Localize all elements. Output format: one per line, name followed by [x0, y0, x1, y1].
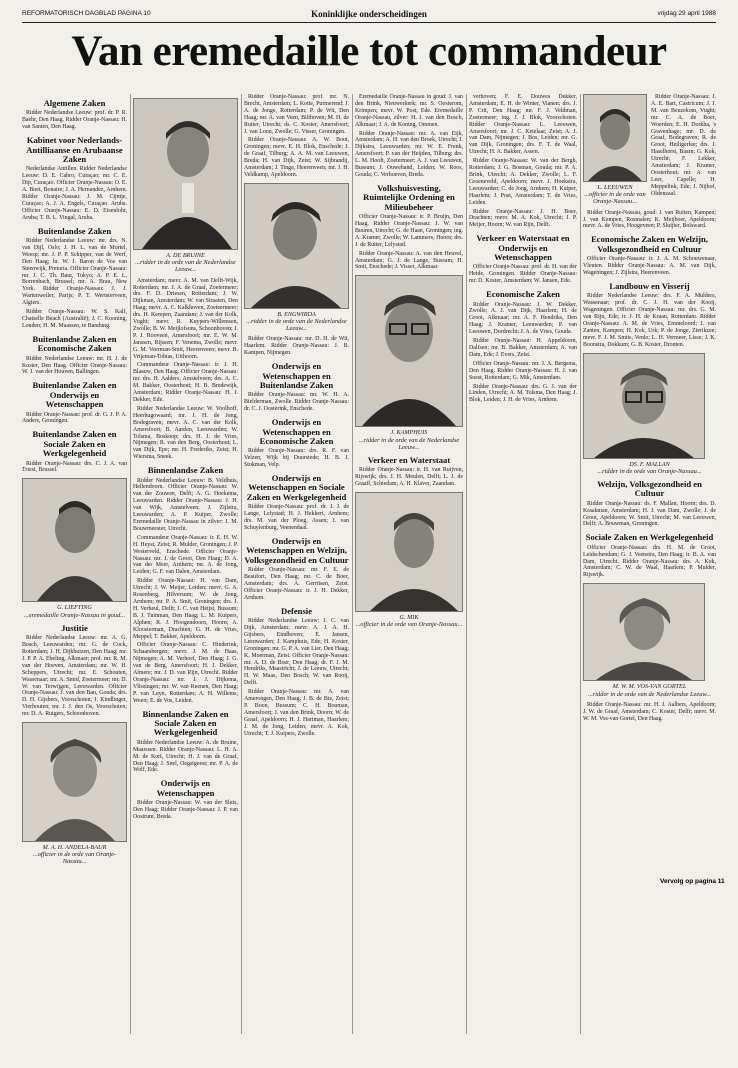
article-text: Ridder Oranje-Nassau: W. van der Bergh, Rotterdam; J. G. Bosman, Gouda; mr. P. A. Brink, Utrecht; A. Dekker, Zwolle; L. F. Groeneveld, Apeldoorn; mevr. J. Hoekstra, Leeuwarden; C. de Jong, Arnhem; H. Kuiper, Haarlem; J. Post, Amsterdam; T. de Vries, Leiden.: [469, 158, 577, 206]
article-text: Officier Oranje-Nassau: ir. P. Bruijn, Den Haag. Ridder Oranje-Nassau: J. W. van Buuren, Utrecht; G. de Haan, Groningen; ing. A. Kramer, Zwolle; W. Lammers, Hoorn; drs. J. de Ruiter, Lelystad.: [355, 214, 463, 248]
column-rule: [580, 94, 581, 1034]
section-heading: Onderwijs en Wetenschappen en Buitenlandse Zaken: [259, 361, 334, 391]
portrait-photo: [583, 94, 647, 182]
caption-name: J. KAMPHUIS: [390, 429, 428, 437]
portrait-photo: [355, 275, 463, 427]
article-text: Ridder Nederlandse Leeuw: W. Voolhoff, Heerhugowaard; mr. J. H. de Jong, Bodegraven; mevr. A. C. van der Kolk, Amersfoort; B. Aarden, Leeuwarden; W. Tolsma, Boskoop; drs. H. J. de Vries, Nijmegen; R. van den Berg, Oosterhout; L. van Dijk, Epe; mr. H. Frederiks, Zeist; H. Wiersma, Sneek.: [133, 405, 238, 461]
photo-caption: [355, 614, 463, 628]
continued-note: Vervolg op pagina 11: [660, 878, 725, 885]
section-heading: Buitenlandse Zaken en Onderwijs en Wetenschappen: [32, 380, 117, 410]
caption-name: G. MIK: [399, 614, 419, 622]
article-text: Officier Oranje-Nassau: drs. H. M. de Groot, Leidschendam; G. J. Veenstra, Den Haag; ir. B. A. van Dam, Utrecht. Ridder Oranje-Nassau: drs. A. Kok, Amsterdam; C. W. de Waal, Haarlem; P. Mulder, Rijswijk.: [583, 544, 716, 579]
masthead-section-title: Koninklijke onderscheidingen: [311, 9, 427, 19]
column-6: [583, 94, 716, 1034]
article-text: Ridder Oranje-Nassau: H. van Dam, Utrecht; J. W. Meijer, Leiden; mevr. G. A. Rosenberg, Hilversum; W. de Jong, Arnhem; mr. P. A. Smit, Groningen; drs. J. H. Verheul, Delft; J. C. van Heijst, Bussum; B. J. Tuinman, Den Haag; L. M. Kuipers, Alphen; R. J. Hoogendoorn, Hoorn; A. Kloosterman, Drachten; G. H. de Vries, Meppel; T. Bakker, Apeldoorn.: [133, 578, 238, 640]
article-text: Ridder Oranje-Nassau: ir. H. van Ruijven, Rijswijk; drs. J. H. Meulen, Delft; L. J. de Graaff, Schiedam; A. H. Klaver, Zaandam.: [355, 467, 463, 488]
article-text: Ridder Nederlandse Leeuw: drs. F. A. Mulders, Wassenaar; prof. dr. C. J. H. van der Kooij, Wageningen. Officier Oranje-Nassau: mr. drs. G. M. van Rijn, Ede; ir. J. H. de Kraan, Rotterdam. Ridder Oranje-Nassau: A. M. de Vries, Emmeloord; J. van Zanten, Kampen; H. Kok, Urk; P. de Jonge, Zierikzee; mevr. F. J. M. Smits, Venlo; L. H. Vermeer, Lisse; J. K. Boonstra, Dokkum; G. B. Koster, Dronten.: [583, 293, 716, 348]
article-text: Officier Oranje-Nassau: prof. dr. H. van der Heide, Groningen. Ridder Oranje-Nassau: mr. D. Koster, Amsterdam; W. Jansen, Ede.: [469, 264, 577, 285]
section-heading: Sociale Zaken en Werkgelegenheid: [585, 532, 714, 543]
caption-text: ...officier in de orde van Oranje-Nassau...: [355, 621, 463, 629]
section-heading: Justitie: [61, 622, 88, 633]
article-text: Ridder Oranje-Nassau: J. W. Dekker, Zwolle; A. J. van Dijk, Haarlem; H. de Groot, Alkmaar; mr. A. F. Hendriks, Den Haag; J. Kramer, Leeuwarden; P. van Leeuwen, Dordrecht; J. A. de Vries, Gouda.: [469, 301, 577, 336]
article-text: Officier Oranje-Nassau: mr. J. A. Bergsma, Den Haag. Ridder Oranje-Nassau: H. J. van Soest, Rotterdam; G. Mik, Amsterdam.: [469, 360, 577, 381]
article-text: Ridder Nederlandse Leeuw: mr. H. J. de Koster, Den Haag. Officier Oranje-Nassau: W. J. van der Houven, Ballingen.: [22, 355, 127, 376]
caption-text: ...officier in de orde van Oranje-Nassau...: [584, 191, 646, 206]
caption-name: DS. F. MALLAN: [629, 460, 670, 468]
article-text: Ridder Oranje-Nassau: W. S. Kalf, Chatselle Beach (Australië); J. C. Kooning, Londen; H. M. Maassen, te Bandung.: [22, 309, 127, 329]
article-text: Officier Oranje-Nassau: C. Hinderink, Schaarsbergen; mevr. J. M. de Haas, Nijmegen; A. M. Verhoef, Den Haag; J. G. van de Berg, Amersfoort; H. J. Dekker, Almere; mr. J. D. van Rijn, Utrecht. Ridder Oranje-Nassau: mr. J. J. Dijkema, Vlissingen; mr. W. van Reenen, Den Haag; P. van Luyn, Rotterdam; A. H. Willems, Weert; E. de Vos, Leiden.: [133, 642, 238, 704]
article-text: Ridder Oranje-Nassau: mr. F. E. de Beaufort, Den Haag; mr. C. de Boer, Amsterdam; drs. A. Gerritsen, Zeist. Officier Oranje-Nassau: ir. J. H. Dekker, Arnhem.: [244, 567, 349, 601]
section-heading: Onderwijs en Wetenschappen en Economische Zaken: [259, 417, 334, 446]
article-text: Ridder Oranje-Nassau: ds. F. Mallan, Hoorn; drs. D. Kraakman, Amsterdam; H. J. van Dam, Zwolle; J. de Groot, Apeldoorn; W. Smit, Utrecht; M. van Leeuwen, Delft; A. Bouwman, Groningen.: [583, 500, 716, 528]
article-text: Ridder Oranje-Nassau: drs. R. F. van Velzen, Wijk bij Duurstede; H. B. J. Stokman, Velp.: [244, 448, 349, 469]
caption-name: M. A. H. ANDELA-BAUR: [42, 844, 107, 852]
masthead: [22, 8, 716, 23]
photo-caption: [355, 429, 463, 451]
section-heading: Binnenlandse Zaken: [147, 465, 224, 476]
caption-text: ...ridder in de orde van de Nederlandse Leeuw...: [246, 318, 347, 333]
section-heading: Binnenlandse Zaken en Sociale Zaken en Werkgelegenheid: [142, 708, 229, 738]
article-text: Commandeur Oranje-Nassau: ir. J. H. Blaauw, Den Haag. Officier Oranje-Nassau: mr. drs. H. Aalders, Amstelveen; drs. A. C. M. Bakker, Oosterhout; H. B. Bredewijk, Amsterdam; Ridder Oranje-Nassau: H. J. Dekker, Ede.: [133, 362, 238, 404]
article-text: Ridder Nederlandse Leeuw: prof. dr. P. R. Baehr, Den Haag. Ridder Oranje-Nassau: H. van Santen, Den Haag.: [22, 110, 127, 131]
article-text: Ridder Oranje-Nassau: mr. W. H. A. Bielderman, Zwolle. Ridder Oranje-Nassau: dr. C. J. Oosterink, Enschede.: [244, 392, 349, 413]
article-text: Ridder Nederlandse Leeuw: A. de Bruine, Maarssen. Ridder Oranje-Nassau: L. H. A. M. de Kort, Utrecht; H. J. van de Graaf, Den Haag; J. Snel, Oegstgeest; mr. P. A. de Wolf, Ede.: [133, 739, 238, 774]
article-text: Ridder Oranje-Nassau: drs. C. J. A. van Triest, Brussel.: [22, 460, 127, 474]
photo-caption: [583, 461, 716, 475]
column-3: [244, 94, 349, 1034]
article-text: Ridder Oranje-Nassau: H. Appeldoorn, Dalfsen; mr. B. Bakker, Amsterdam; A. van Dam, Ede; J. Evers, Zeist.: [469, 338, 577, 358]
article-text: Commandeur Oranje-Nassau: ir. E. H. W. H. Heyst, Zeist; R. Mulder, Groningen; J. P. Westerveld, Enschede. Officier Oranje-Nassau: mr. J. de Groot, Den Haag; D. A. van der Meer, Arnhem; mr. A. de Jong, Leiden; G. F. van Dalen, Amsterdam.: [133, 534, 238, 576]
section-heading: Onderwijs en Wetenschappen: [156, 778, 215, 798]
article-text: Ridder Oranje-Nassau: mr. A. van Eijk, Amsterdam; A. H. van den Broek, Utrecht; J. Dijkstra, Leeuwarden; mr. W. E. Frenk, Amersfoort; P. van der Heijden, Tilburg; drs. L. M. Hooft, Zoetermeer; A. J. van Leeuwen, Bussum; J. Ouwehand, Leiden; W. Roos, Gouda; C. Verhoeven, Breda.: [355, 130, 463, 178]
caption-name: L. LEEUWEN: [597, 184, 633, 191]
caption-name: M. W. M. VOS-VAN GORTEL: [612, 683, 687, 691]
article-text: Ridder Oranje-Nassau: A. W. Boot, Groningen; mevr. E. H. Blok, Enschede; J. de Graaf, Tilburg; A. A. M. van Leeuwen, Breda; H. van Dijk, Zeist; W. Sijbrandij, Amsterdam; J. Tinga, Heerenveen; mr. J. H. Veldkamp, Apeldoorn.: [244, 137, 349, 178]
caption-name: B. ENGWIRDA: [277, 310, 316, 318]
headline: Van eremedaille tot commandeur: [71, 28, 667, 75]
column-rule: [352, 94, 353, 1034]
photo-caption: [583, 184, 647, 206]
section-heading: Buitenlandse Zaken: [37, 225, 112, 236]
photo-block: [583, 94, 647, 210]
section-heading: Kabinet voor Nederlands-Antilliaanse en Arubaanse Zaken: [26, 135, 123, 164]
section-heading: Buitenlandse Zaken en Economische Zaken: [32, 333, 117, 354]
section-heading: Economische Zaken en Welzijn, Volksgezondheid en Cultuur: [591, 234, 708, 254]
article-text: Ridder Oranje-Nassau: mr. H. J. Aalbers, Apeldoorn; J. W. de Graaf, Amsterdam; C. Koster, Delft; mevr. M. W. M. Vos-van Gortel, Den Haag.: [583, 701, 716, 722]
masthead-date: vrijdag 29 april 1988: [657, 10, 716, 17]
caption-name: G. LIEFTING: [57, 604, 92, 612]
section-heading: Welzijn, Volksgezondheid en Cultuur: [597, 478, 702, 499]
portrait-photo: [22, 722, 127, 842]
article-text: Eremedaille Oranje-Nassau in goud: J. van den Brink, Nieuwerkerk; mr. S. Oosterom, Krimpen; mevr. W. Post, Ede. Eremedaille Oranje-Nassau, zilver: H. J. van den Bosch, Alkmaar; J. A. de Koning, Ommen.: [355, 94, 463, 128]
section-heading: Verkeer en Waterstaat: [367, 454, 451, 465]
portrait-photo: [583, 583, 705, 681]
section-heading: Volkshuisvesting, Ruimtelijke Ordening en Milieubeheer: [363, 182, 455, 212]
column-rule: [466, 94, 467, 1034]
photo-caption: [22, 604, 127, 618]
caption-text: ...ridder in de orde van de Nederlandse Leeuw...: [588, 690, 711, 698]
section-heading: Defensie: [280, 605, 313, 616]
portrait-photo: [244, 183, 349, 309]
article-text: Ridder Oranje-Nassau: J. H. Boer, Drachten; mevr. M. A. Kok, Utrecht; J. P. Meijer, Hoorn; W. van Rijn, Delft.: [469, 208, 577, 229]
portrait-photo: [355, 492, 463, 612]
section-heading: Algemene Zaken: [43, 98, 106, 108]
article-text: Amsterdam; mevr. A. M. van Delft-Wijk, Rotterdam; mr. J. A. de Graaf, Zoetermeer; drs. F. D. Driesen, Rotterdam; J. W. Dijkman, Amsterdam; W. van Straaten, Den Haag; mevr. A. C. Kalkhoven, Zoeteermeer; drs. H. Kempen, Zaandam; J. van der Kolk, Vught; mevr. R. Kuypers-Willemsen, Zwolle; B. W. Meijlofsons, Schoonhoven; J. P. J. Rooveen, Amersfoort; mr. E. W. M. Janssen, Rijssen; F. Venema, Zwolle; mevr. G. M. Veerman-Smit, Heerenveen; mevr. B. Vrijeman-Tobias, Uithoorn.: [133, 277, 238, 360]
article-text: Ridder Oranje-Nassau: prof. dr. G. J. P. A. Anders, Groningen.: [22, 411, 127, 425]
photo-caption: [583, 683, 716, 697]
masthead-paper-page: REFORMATORISCH DAGBLAD PAGINA 10: [22, 10, 151, 17]
section-heading: Landbouw en Visserij: [609, 280, 690, 291]
portrait-photo: [22, 478, 127, 602]
article-text: Ridder Oranje-Nassau: mr. A. van Amerongen, Den Haag; J. B. de Bie, Zeist; P. Boon, Bussum; C. H. Bouman, Amersfoort; J. van den Brink, Doorn; W. de Graaf, Apeldoorn; H. J. Hartman, Haarlem; J. M. de Jong, Leiden; mevr. A. Kok, Utrecht; T. J. Kuipers, Zwolle.: [244, 689, 349, 737]
photo-caption: [22, 844, 127, 866]
text-block: [651, 94, 716, 210]
section-heading: Onderwijs en Wetenschappen en Welzijn, Volksgezondheid en Cultuur: [244, 535, 349, 565]
caption-text: ...ridder in de orde van de Nederlandse Leeuw...: [135, 259, 236, 274]
article-text: Ridder Oranje-Nassau: prof. dr. J. J. de Lange, Lelystad; H. J. Hekkert, Arnhem; drs. M. van der Ploeg, Assen; J. van Schuylenburg, Veenendaal.: [244, 504, 349, 532]
column-5: [469, 94, 577, 1034]
article-text: verhoven; F. E. Douwes Dekker, Amsterdam; E. H. de Winter, Vianen; drs. J. P. Crit, Den Haag; mr. F. J. Veldman, Zoetermeer; ing. J. J. Blok, Voorschoten. Ridder Oranje-Nassau: L. Leeuwen, Amersfoort; mr. J. C. Ketelaar, Zeist; A. J. van Dam, Nijmegen; J. Bos, Leiden; mr. G. van Dijk, Groningen; drs. F. T. de Waal, Utrecht; H. A. Bakker, Assen.: [469, 94, 577, 156]
caption-text: ...eremedaille Oranje-Nassau in goud...: [23, 611, 126, 619]
caption-text: ...ridder in de orde van de Nederlandse Leeuw...: [358, 436, 460, 451]
column-1: [22, 94, 127, 1034]
column-6-top: [583, 94, 716, 210]
column-4: [355, 94, 463, 1034]
section-heading: Buitenlandse Zaken en Sociale Zaken en Werkgelegenheid: [32, 429, 117, 459]
caption-text: ...officier in de orde van Oranje-Nassau...: [32, 851, 117, 866]
article-text: Ridder Nederlandse Leeuw: mr. drs. N. van Dijl, Oslo; J. H. L. van de Mortel, Weesp; mr. J. P. P. Schipper, van de Werf, Den Haag; hr. W. J. Baron de Vos van Steenwijk, Pretoria. Officier Oranje-Nassau: mr. J. C. Th. Baur, Tokyo; A. P. E. L. Borrenbach, Brussel; mr. A. Brau, New York. Ridder Oranje-Nassau: J. J. Wartenweiler, Parijs; P. T. Wertsterveen, Algiers.: [22, 238, 127, 307]
column-rule: [241, 94, 242, 1034]
photo-caption: [244, 311, 349, 333]
caption-text: ...ridder in de orde van Oranje-Nassau...: [597, 467, 702, 475]
article-text: Ridder Oranje-Nassau: A. van den Heuvel, Amsterdam; G. J. de Lange, Bussum; H. Smit, Enschede; J. Visser, Alkmaar.: [355, 250, 463, 271]
portrait-photo: [583, 353, 705, 459]
column-rule: [130, 94, 131, 1034]
article-text: Ridder Oranje-Nassau: prof. mr. N. Brecht, Amsterdam; L. Kotte, Purmerend; J. A. de Jonge, Rotterdam; P. de Wit, Den Haag; mr. A. van Veen, Bilthoven; M. H. de Ruiter, Utrecht; ds. C. Koster, Amersfoort; J. van Loon, Zwolle; G. Visser, Groningen.: [244, 94, 349, 135]
article-text: Ridder Oranje-Nassau: J. A. E. Bart, Castricum; J. J. M. van Beuzekom, Vught; mr. C. A. de Boer, Woerden; E. H. Dorkha, 's Gravenhage; mr. D. de Graaf, Bodegraven; R. de Groot, Heiligerlee; drs. J. Haselhorst, Baarn; G. Kok, Utrecht; F. Lekker, Amsterdam; J. Kramer, Oosterhout; mr. A. van Leer, Capelle; H. Meppelink, Ede; J. Nijhof, Oldenzaal.: [651, 94, 716, 197]
section-heading: Onderwijs en Wetenschappen en Sociale Zaken en Werkgelegenheid: [246, 473, 347, 502]
caption-name: A. DE BRUINE: [166, 252, 205, 259]
article-text: Officier Oranje-Nassau: ir. J. A. M. Schouwenaar, Vleuten. Ridder Oranje-Nassau: A. M. van Dijk, Wageningen; J. Zijlstra, Heerenveen.: [583, 256, 716, 276]
section-heading: Verkeer en Waterstaat en Onderwijs en Wetenschappen: [476, 233, 570, 263]
article-text: Ridder Nederlandse Leeuw: mr. A. G. Bosch, Leeuwarden; mr. G. de Cock, Rotterdam; J. H. Dijkhuizen, Den Haag; mr. J. P. P. A. Ebeling, Alkmaar; prof. mr. R. M. van der Hoeven, Amsterdam; mr. W. H. Scheppers, Utrecht; mr. E. Schouten, Wassenaar; mr. A. Smid, Zoetermeer; mr. D. W. van Terwijgen, Leeuwarden. Officier Oranje-Nassau: J. van den Ban, Gouda; drs. D. H. Gijsbers, Voorschoten; J. Kindlinger, Vierhouten; mr. J. J. den Os, Voorschoten; mr. D. A. Rutgers, Schoonhoven.: [22, 635, 127, 718]
photo-caption: [133, 252, 238, 274]
article-text: Ridder Oranje-Nassau: mr. D. H. de Wit, Haarlem. Ridder Oranje-Nassau: J. B. Kampen, Nijmegen.: [244, 336, 349, 357]
article-text: Ridder Oranje-Nassau, goud: J. van Ruiten, Kampen; J. van Kempen, Rosmalen; K. Meijboer, Apeldoorn; mevr. A. de Vries, Hoogeveen; P. Sluijter, Bolsward.: [583, 209, 716, 230]
article-text: Ridder Nederlandse Leeuw: J. C. van Dijk, Amsterdam; mevr. A. J. A. H. Gijsbers, Eindhoven; E. Jansen, Leeuwarden; J. Kamphuis, Ede; H. Koster, Groningen; mr. G. P. A. van Lier, Den Haag; K. Moerman, Zeist. Officier Oranje-Nassau: mr. A. D. de Boer, Den Haag; dr. F. J. M. Hendriks, Maastricht; J. de Leeuw, Utrecht; H. W. Maas, Den Bosch; W. van Rooij, Delft.: [244, 618, 349, 687]
column-2: [133, 94, 238, 1034]
article-text: Nederlandse Antillen. Ridder Nederlandse Leeuw: D. E. Cabro, Curaçao; mr. C. E. Dip, Curaçao. Officier Oranje-Nassau: O. E. A. Boet, Bonaire; J. A. Hernandez, Arnhem. Ridder Oranje-Nassau: J. M. Cijntje, Curaçao; A. J. A. Engels, Curaçao. Aruba. Officier Oranje-Nassau: E. D. Eisenlohr, Aruba; T. B. L. Vingal, Aruba.: [22, 166, 127, 221]
section-heading: Economische Zaken: [486, 289, 560, 300]
article-text: Ridder Nederlandse Leeuw: B. Veldhuis, Hellendoorn. Officier Oranje-Nassau: W. van der Zouwen, Delft; A. G. Hoekema, Leeuwarden. Ridder Oranje-Nassau: J. H. van Wijk, Amstelveen; J. Zijlstra, Leeuwarden; A. P. Kuiper, Zwolle; Eremedaille Oranje-Nassau in zilver: J. M. Bouwmeester, Utrecht.: [133, 477, 238, 532]
portrait-photo: [133, 98, 238, 250]
article-text: Ridder Oranje-Nassau: W. van der Sluis, Den Haag; Ridder Oranje-Nassau: J. P. van Oostrum, Breda.: [133, 800, 238, 820]
article-text: Ridder Oranje-Nassau: drs. G. J. van der Linden, Utrecht; A. M. Tolsma, Den Haag; J. Blok, Leiden; J. H. de Vries, Arnhem.: [469, 383, 577, 404]
